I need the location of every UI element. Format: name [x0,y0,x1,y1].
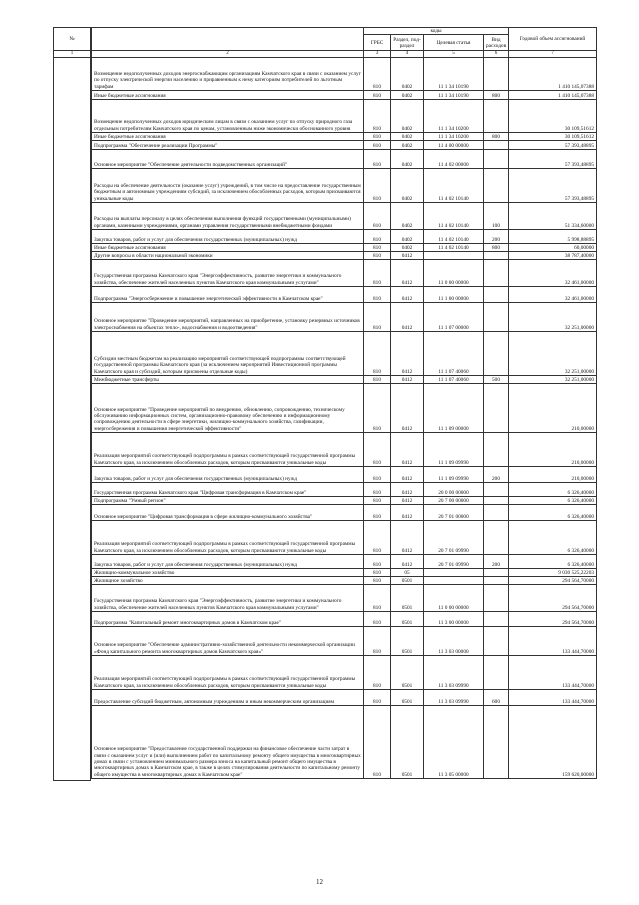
row-exptype: 800 [484,90,509,99]
row-name: Другие вопросы в области национальной экономики [92,251,364,259]
table-row [92,251,597,259]
row-amount: 6 326,40000 [509,482,597,496]
row-section: 0412 [391,466,424,482]
row-grbs: 810 [364,149,391,168]
row-section: 0412 [391,375,424,383]
row-section: 0402 [391,57,424,90]
row-amount: 6 326,40000 [509,496,597,504]
row-target: 11 4 02 10140 [424,243,484,251]
colnum-6: 6 [484,51,509,58]
row-section: 0412 [391,520,424,554]
row-target [424,568,484,576]
row-section: 0412 [391,383,424,432]
row-name: Жилищное хозяйство [92,576,364,584]
row-section: 0412 [391,259,424,286]
row-name: Жилищно-коммунальное хозяйство [92,568,364,576]
num-header: № [54,28,91,51]
row-grbs: 810 [364,504,391,520]
row-exptype [484,99,509,132]
row-section: 0412 [391,496,424,504]
row-exptype: 200 [484,466,509,482]
table-row [92,168,597,202]
row-grbs: 810 [364,383,391,432]
row-name: Иные бюджетные ассигнования [92,132,364,140]
row-amount: 133 444,70000 [509,689,597,705]
row-section: 0412 [391,482,424,496]
row-name: Закупка товаров, работ и услуг для обеспечения государственных (муниципальных) нужд [92,466,364,482]
row-section: 0402 [391,168,424,202]
row-target: 11 0 00 00000 [424,259,484,286]
colnum-7: 7 [509,51,597,58]
row-exptype [484,259,509,286]
table-row [92,576,597,584]
row-target: 11 1 34 10200 [424,132,484,140]
num-body [54,57,91,781]
row-amount: 32 461,00000 [509,259,597,286]
row-section: 0501 [391,626,424,655]
row-name: Возмещение недополученных доходов юридическим лицам в связи с оказанием услуг по отпуску природного газа отдельным потребителям Камчатского края по ценам, установленным ниже экономически обоснованного уровня [92,99,364,132]
row-amount: 57 393,48895 [509,168,597,202]
table-row [92,132,597,140]
table-row [92,482,597,496]
row-grbs: 810 [364,302,391,331]
table-row [92,626,597,655]
row-grbs: 810 [364,202,391,229]
row-grbs: 810 [364,229,391,243]
row-amount: 294 564,70000 [509,611,597,626]
row-name: Иные бюджетные ассигнования [92,90,364,99]
row-name: Основное мероприятие "Предоставление государственной поддержки на финансовое обеспечение части затрат в связи с оказанием услуг и (или) выполнением работ по капитальному ремонту общего имущества в многоквартирных домах в связи с установлением минимального размера взноса на капитальный ремонт общего имущества в многоквартирных домах в Камчатском крае, в также в целях стимулирования деятельности по капитальному ремонту общего имущества в многоквартирных домах в Камчатском крае" [92,705,364,778]
amount-header: Годовой объем ассигнований [509,28,597,51]
row-amount: 32 251,00000 [509,302,597,331]
grbs-header: ГРБС [364,35,391,51]
row-exptype: 200 [484,554,509,568]
row-exptype: 800 [484,132,509,140]
table-row [92,243,597,251]
row-name: Закупка товаров, работ и услуг для обеспечения государственных (муниципальных) нужд [92,554,364,568]
row-section: 0402 [391,202,424,229]
row-target: 11 4 02 00000 [424,149,484,168]
row-grbs: 810 [364,375,391,383]
table-row [92,202,597,229]
budget-table [91,27,596,779]
row-exptype [484,520,509,554]
codes-header: коды [364,28,509,35]
table-row [92,229,597,243]
row-grbs: 810 [364,251,391,259]
row-exptype [484,302,509,331]
row-exptype [484,705,509,778]
row-section: 0402 [391,229,424,243]
row-amount: 210,00000 [509,383,597,432]
row-exptype [484,140,509,149]
row-grbs: 810 [364,331,391,375]
row-target: 11 1 00 00000 [424,286,484,302]
row-name: Подпрограмма "Обеспечение реализации Программы" [92,140,364,149]
row-amount: 1 410 145,07388 [509,57,597,90]
row-target: 11 4 02 10140 [424,168,484,202]
row-exptype: 200 [484,229,509,243]
table-row [92,655,597,689]
row-amount: 133 444,70000 [509,626,597,655]
row-exptype [484,655,509,689]
table-row [92,383,597,432]
row-section: 0412 [391,554,424,568]
exptype-header: Вид расходов [484,35,509,51]
row-name: Основное мероприятие "Обеспечение административно-хозяйственной деятельности некоммерческой организации «Фонд капитального ремонта многоквартирных домов Камчатского края»" [92,626,364,655]
row-section: 0412 [391,331,424,375]
row-grbs: 810 [364,140,391,149]
row-grbs: 810 [364,432,391,466]
table-row [92,705,597,778]
row-section: 0402 [391,132,424,140]
row-grbs: 810 [364,520,391,554]
row-name: Возмещение недополученных доходов энергоснабжающим организациям Камчатского края в связи с оказанием услуг по отпуску электрической энергии населению и приравненным к нему категориям потребителей по льготным тарифам [92,57,364,90]
row-grbs: 810 [364,57,391,90]
row-amount: 294 564,70000 [509,576,597,584]
page-number: 12 [316,878,323,886]
row-section: 0501 [391,689,424,705]
row-section: 0501 [391,584,424,611]
row-amount: 6 326,40000 [509,504,597,520]
colnum-3: 3 [364,51,391,58]
row-amount: 51 334,60000 [509,202,597,229]
colnum-4: 4 [391,51,424,58]
row-target: 11 3 05 00000 [424,705,484,778]
row-target [424,251,484,259]
row-amount: 38 787,40000 [509,251,597,259]
row-exptype [484,576,509,584]
row-number-column [53,27,91,781]
row-name: Государственная программа Камчатского края "Цифровая трансформация в Камчатском крае" [92,482,364,496]
row-target: 11 4 00 00000 [424,140,484,149]
row-name: Межбюджетные трансферты [92,375,364,383]
row-name: Предоставление субсидий бюджетным, автономным учреждениям и иным некоммерческим организациям [92,689,364,705]
table-row [92,140,597,149]
table-row [92,99,597,132]
row-grbs: 810 [364,554,391,568]
table-row [92,57,597,90]
row-section: 0501 [391,705,424,778]
row-target: 11 4 02 10140 [424,202,484,229]
row-exptype [484,482,509,496]
row-name: Основное мероприятие "Проведение мероприятий, направленных на приобретение, установку резервных источников электроснабжения на объектах тепло-, водоснабжения и водоотведения" [92,302,364,331]
row-section: 0402 [391,140,424,149]
table-row [92,554,597,568]
row-name: Расходы на обеспечение деятельности (оказание услуг) учреждений, в том числе на предоставление государственным бюджетным и автономным учреждениям субсидий, за исключением обособленных расходов, которым присваиваются уникальные коды [92,168,364,202]
row-exptype [484,251,509,259]
row-name: Иные бюджетные ассигнования [92,243,364,251]
row-name: Реализация мероприятий соответствующей подпрограммы в рамках соответствующей государственной программы Камчатского края, за исключением обособленных расходов, которым присваиваются уникальные коды [92,432,364,466]
row-target: 20 7 01 00000 [424,504,484,520]
row-target: 11 1 34 10190 [424,57,484,90]
row-section: 0402 [391,99,424,132]
row-target: 11 0 00 00000 [424,584,484,611]
row-section: 0501 [391,611,424,626]
name-header [92,28,364,51]
row-target: 11 1 07 40060 [424,331,484,375]
row-grbs: 810 [364,132,391,140]
table-row [92,432,597,466]
row-grbs: 810 [364,705,391,778]
row-name: Государственная программа Камчатского края "Энергоэффективность, развитие энергетики и коммунального хозяйства, обеспечение жителей населенных пунктов Камчатского края коммунальными услугами" [92,259,364,286]
row-name: Реализация мероприятий соответствующей подпрограммы в рамках соответствующей государственной программы Камчатского края, за исключением обособленных расходов, которым присваиваются уникальные коды [92,655,364,689]
row-name: Государственная программа Камчатского края "Энергоэффективность, развитие энергетики и коммунального хозяйства, обеспечение жителей населенных пунктов Камчатского края коммунальными услугами" [92,584,364,611]
row-exptype [484,432,509,466]
row-exptype [484,149,509,168]
row-exptype [484,383,509,432]
row-name: Основное мероприятие "Проведение мероприятий по внедрению, обновлению, сопровождению, техническому обслуживанию информационных систем, организационно-правовому обеспечению и информационному сопровождению деятельности в сфере энергетики, жилищно-коммунального хозяйства, газификации, энергосбережения и повышения энергетической эффективности" [92,383,364,432]
table-row [92,466,597,482]
table-row [92,584,597,611]
row-exptype: 800 [484,243,509,251]
row-target: 11 1 07 00000 [424,302,484,331]
row-target: 11 1 34 10200 [424,99,484,132]
table-row [92,286,597,302]
row-exptype [484,496,509,504]
row-grbs: 810 [364,259,391,286]
row-grbs: 810 [364,90,391,99]
table-row [92,496,597,504]
table-row [92,259,597,286]
row-grbs: 810 [364,655,391,689]
colnum-2: 2 [92,51,364,58]
row-amount: 60,00000 [509,243,597,251]
row-target: 11 1 07 40060 [424,375,484,383]
row-target: 11 1 09 00000 [424,383,484,432]
row-exptype [484,626,509,655]
row-target: 20 0 00 00000 [424,482,484,496]
row-grbs: 810 [364,99,391,132]
row-exptype [484,584,509,611]
table-row [92,504,597,520]
row-exptype: 100 [484,202,509,229]
row-exptype [484,168,509,202]
row-grbs: 810 [364,496,391,504]
row-amount: 159 620,00000 [509,705,597,778]
row-name: Основное мероприятие "Обеспечение деятельности подведомственных организаций" [92,149,364,168]
row-target: 11 1 09 09990 [424,432,484,466]
row-grbs: 810 [364,611,391,626]
table-row [92,568,597,576]
row-section: 05 [391,568,424,576]
row-name: Подпрограмма "Умный регион" [92,496,364,504]
row-name: Расходы на выплаты персоналу в целях обеспечения выполнения функций государственными (муниципальными) органами, казенными учреждениями, органами управления государственными внебюджетными фондами [92,202,364,229]
table-row [92,375,597,383]
row-amount: 1 410 145,07388 [509,90,597,99]
table-row [92,149,597,168]
row-target: 11 1 34 10190 [424,90,484,99]
row-amount: 9 030 525,22203 [509,568,597,576]
row-amount: 5 998,88895 [509,229,597,243]
row-amount: 30 109,51612 [509,132,597,140]
row-target: 20 7 00 00000 [424,496,484,504]
row-amount: 57 393,48895 [509,149,597,168]
row-section: 0501 [391,655,424,689]
row-amount: 32 461,00000 [509,286,597,302]
row-name: Подпрограмма "Энергосбережение и повышение энергетической эффективности в Камчатском крае" [92,286,364,302]
row-target: 11 4 02 10140 [424,229,484,243]
target-header: Целевая статья [424,35,484,51]
row-amount: 294 564,70000 [509,584,597,611]
row-grbs: 810 [364,626,391,655]
row-exptype [484,611,509,626]
row-target: 11 3 03 09990 [424,655,484,689]
row-target: 11 3 00 00000 [424,611,484,626]
row-section: 0412 [391,432,424,466]
row-target: 11 3 03 09990 [424,689,484,705]
row-grbs: 810 [364,466,391,482]
row-amount: 30 109,51612 [509,99,597,132]
row-exptype: 500 [484,375,509,383]
row-section: 0402 [391,149,424,168]
row-section: 0412 [391,251,424,259]
row-target: 20 7 01 09990 [424,554,484,568]
row-amount: 32 251,00000 [509,375,597,383]
row-section: 0412 [391,302,424,331]
row-amount: 210,00000 [509,432,597,466]
table-row [92,520,597,554]
row-amount: 6 326,40000 [509,554,597,568]
row-target: 20 7 01 09990 [424,520,484,554]
row-exptype [484,504,509,520]
row-grbs: 810 [364,576,391,584]
table-row [92,90,597,99]
num-colnum: 1 [54,51,91,58]
colnum-5: 5 [424,51,484,58]
row-section: 0501 [391,576,424,584]
row-name: Закупка товаров, работ и услуг для обеспечения государственных (муниципальных) нужд [92,229,364,243]
row-grbs: 810 [364,286,391,302]
row-exptype: 600 [484,689,509,705]
row-amount: 133 444,70000 [509,655,597,689]
row-target: 11 1 09 09990 [424,466,484,482]
row-amount: 6 326,40000 [509,520,597,554]
row-grbs: 810 [364,168,391,202]
row-amount: 32 251,00000 [509,331,597,375]
row-section: 0412 [391,286,424,302]
row-name: Реализация мероприятий соответствующей подпрограммы в рамках соответствующей государственной программы Камчатского края, за исключением обособленных расходов, которым присваиваются уникальные коды [92,520,364,554]
row-exptype [484,286,509,302]
row-exptype [484,57,509,90]
table-row [92,302,597,331]
row-grbs: 810 [364,584,391,611]
table-row [92,611,597,626]
row-name: Субсидии местным бюджетам на реализацию мероприятий соответствующей подпрограммы соответствующей государственной программы Камчатского края (за исключением мероприятий Инвестиционной программы Камчатского края и субсидий, которым присвоены отдельные коды) [92,331,364,375]
row-section: 0412 [391,504,424,520]
row-amount: 57 393,48895 [509,140,597,149]
row-target: 11 3 03 00000 [424,626,484,655]
row-grbs: 810 [364,243,391,251]
row-name: Основное мероприятие "Цифровая трансформация в сфере жилищно-коммунального хозяйства" [92,504,364,520]
row-grbs: 810 [364,568,391,576]
row-section: 0402 [391,90,424,99]
row-section: 0402 [391,243,424,251]
row-name: Подпрограмма "Капитальный ремонт многоквартирных домов в Камчатском крае" [92,611,364,626]
row-target [424,576,484,584]
row-amount: 210,00000 [509,466,597,482]
table-row [92,689,597,705]
row-exptype [484,331,509,375]
row-exptype [484,568,509,576]
row-grbs: 810 [364,689,391,705]
section-header: Раздел, под-раздел [391,35,424,51]
table-row [92,331,597,375]
row-grbs: 810 [364,482,391,496]
